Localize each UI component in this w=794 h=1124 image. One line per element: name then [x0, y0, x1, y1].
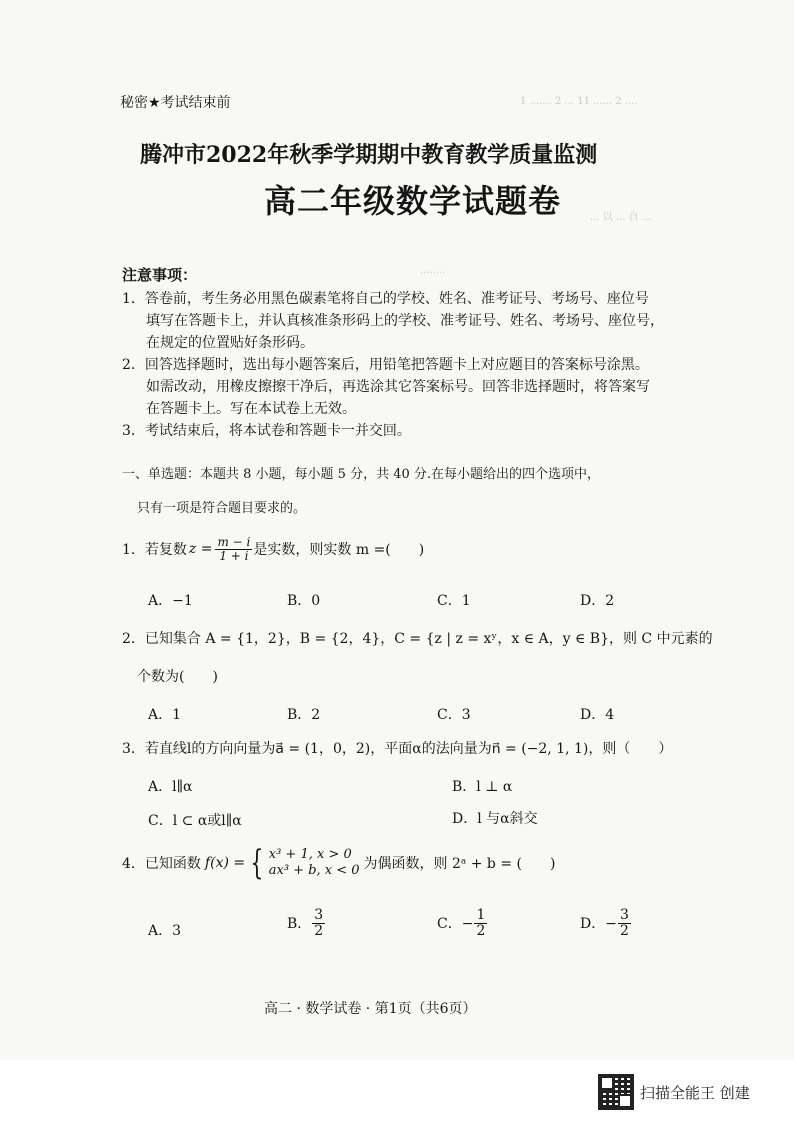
q4-option-c-fraction [474, 908, 487, 938]
q4-suffix: 为偶函数，则 2ᵃ + b = ( ) [363, 856, 556, 872]
bleed-through-text: ... 以 ... 自 ... [590, 212, 652, 223]
q1-prefix: 1．若复数 [122, 542, 187, 559]
q4-brace: { [250, 843, 264, 883]
q2-option-b: B．2 [287, 707, 321, 723]
paper-title: 高二年级数学试题卷 [264, 182, 562, 220]
q4-option-b [287, 908, 326, 938]
q1-z-eq: z = [188, 541, 213, 558]
q3-option-c: C．l ⊂ α或l∥α [148, 813, 242, 829]
notice-line: 填写在答题卡上，并认真核准条形码上的学校、准考证号、姓名、考场号、座位号， [146, 313, 664, 329]
q1-option-c: C．1 [437, 593, 471, 609]
q4-option-b-num: 3 [314, 907, 324, 923]
scanner-watermark: 扫描全能王 创建 [640, 1084, 750, 1102]
section-heading-cont: 只有一项是符合题目要求的。 [137, 501, 307, 516]
q1-suffix: 是实数，则实数 m =( ) [253, 542, 425, 559]
exam-title: 腾冲市2022年秋季学期期中教育教学质量监测 [140, 142, 598, 168]
q4-prefix: 4．已知函数 [122, 856, 201, 872]
q1-fraction [215, 536, 252, 562]
q2-option-c: C．3 [437, 707, 471, 723]
notice-line: 在答题卡上。写在本试卷上无效。 [146, 401, 356, 417]
q4-option-c-num: 1 [476, 907, 486, 923]
q3-option-a: A．l∥α [148, 779, 193, 795]
secret-label: 秘密★考试结束前 [120, 95, 231, 111]
notice-line: 在规定的位置贴好条形码。 [146, 335, 314, 351]
notice-line: 1．答卷前，考生务必用黑色碳素笔将自己的学校、姓名、准考证号、考场号、座位号 [122, 291, 649, 307]
q4-fx: f(x) = [204, 855, 246, 871]
q3-option-b: B．l ⊥ α [452, 779, 513, 795]
q4-option-c-den: 2 [476, 922, 486, 939]
page-footer: 高二 · 数学试卷 · 第1页（共6页） [264, 1001, 477, 1017]
notice-line: 如需改动，用橡皮擦擦干净后，再选涂其它答案标号。回答非选择题时，将答案写 [146, 379, 650, 395]
q4-option-c-label: C．− [437, 916, 474, 933]
q4-option-b-fraction [312, 908, 325, 938]
question-3: 3．若直线l的方向向量为a⃗ = (1，0，2)，平面α的法向量为n⃗ = (−2, 1, 1)，则（ ） [122, 741, 673, 757]
q4-case-1: x³ + 1, x > 0 [268, 846, 352, 862]
q2-option-d: D．4 [580, 707, 615, 723]
q4-option-d-num: 3 [619, 907, 629, 923]
q1-frac-num: m − i [217, 535, 251, 549]
q1-option-a: A．−1 [148, 593, 193, 609]
qr-code-icon [598, 1074, 634, 1110]
q4-option-c [437, 908, 488, 938]
notice-line: 3．考试结束后，将本试卷和答题卡一并交回。 [122, 423, 411, 439]
q4-option-d-den: 2 [619, 922, 629, 939]
q4-option-a: A．3 [148, 923, 182, 939]
q2-option-a: A．1 [148, 707, 182, 723]
q4-cases [269, 847, 360, 880]
notice-heading: 注意事项： [122, 266, 198, 284]
q4-option-d [580, 908, 632, 938]
q4-option-b-label: B． [287, 916, 312, 933]
question-2-cont: 个数为( ) [137, 669, 218, 685]
question-2: 2．已知集合 A = {1，2}，B = {2，4}，C = {z | z = xʸ，x ∈ A，y ∈ B}，则 C 中元素的 [122, 631, 713, 647]
bleed-through-text: ........ [420, 265, 446, 276]
q1-frac-den: 1 + i [219, 548, 249, 563]
q4-option-d-label: D．− [580, 916, 617, 933]
q4-option-d-fraction [618, 908, 631, 938]
section-heading: 一、单选题：本题共 8 小题，每小题 5 分，共 40 分.在每小题给出的四个选项中， [122, 467, 601, 482]
question-1 [122, 536, 424, 562]
bleed-through-text: 1 ....... 2 ... 11 ...... 2 .... [520, 96, 638, 107]
q1-option-b: B．0 [287, 593, 321, 609]
q1-option-d: D．2 [580, 593, 615, 609]
q4-case-2: ax³ + b, x < 0 [268, 863, 360, 878]
q4-option-b-den: 2 [314, 922, 324, 939]
q3-option-d: D．l 与α斜交 [452, 811, 538, 827]
notice-line: 2．回答选择题时，选出每小题答案后，用铅笔把答题卡上对应题目的答案标号涂黑。 [122, 357, 649, 373]
question-4 [122, 843, 556, 883]
